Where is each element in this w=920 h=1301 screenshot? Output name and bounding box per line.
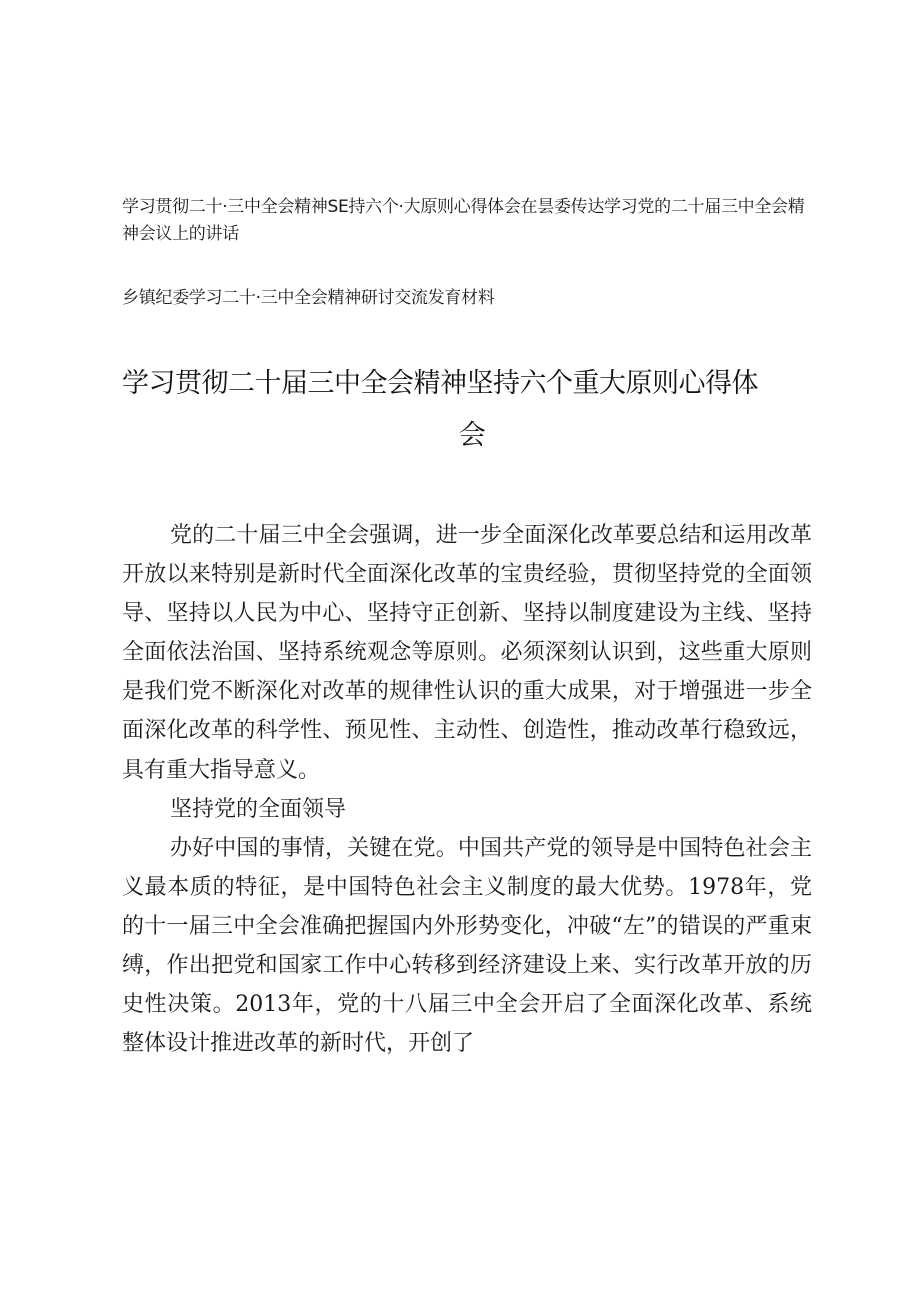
document-title [122, 358, 802, 462]
document-body [122, 516, 812, 1063]
paragraph-intro: 党的二十届三中全会强调，进一步全面深化改革要总结和运用改革开放以来特别是新时代全面深化改革的宝贵经验，贯彻坚持党的全面领导、坚持以人民为中心、坚持守正创新、坚持以制度建设为主线、坚持全面依法治国、坚持系统观念等原则。必须深刻认识到，这些重大原则是我们党不断深化对改革的规律性认识的重大成果，对于增强进一步全面深化改革的科学性、预见性、主动性、创造性，推动改革行稳致远，具有重大指导意义。 [122, 523, 812, 783]
paragraph-party-leadership: 办好中国的事情，关键在党。中国共产党的领导是中国特色社会主义最本质的特征，是中国特色社会主义制度的最大优势。1978年，党的十一届三中全会准确把握国内外形势变化，冲破“左”的错误的严重束缚，作出把党和国家工作中心转移到经济建设上来、实行改革开放的历史性决策。2013年，党的十八届三中全会开启了全面深化改革、系统整体设计推进改革的新时代，开创了 [122, 835, 812, 1057]
title-line-2: 会 [458, 420, 486, 451]
related-article-link-1[interactable]: 学习贯彻二十·三中全会精神SE持六个·大原则心得体会在昙委传达学习党的二十届三中全会精神会议上的讲话 [122, 197, 805, 244]
title-line-1: 学习贯彻二十届三中全会精神坚持六个重大原则心得体 [122, 368, 758, 399]
section-heading: 坚持党的全面领导 [170, 796, 347, 822]
related-article-link-2[interactable]: 乡镇纪委学习二十·三中全会精神研讨交流发育材料 [122, 288, 495, 308]
